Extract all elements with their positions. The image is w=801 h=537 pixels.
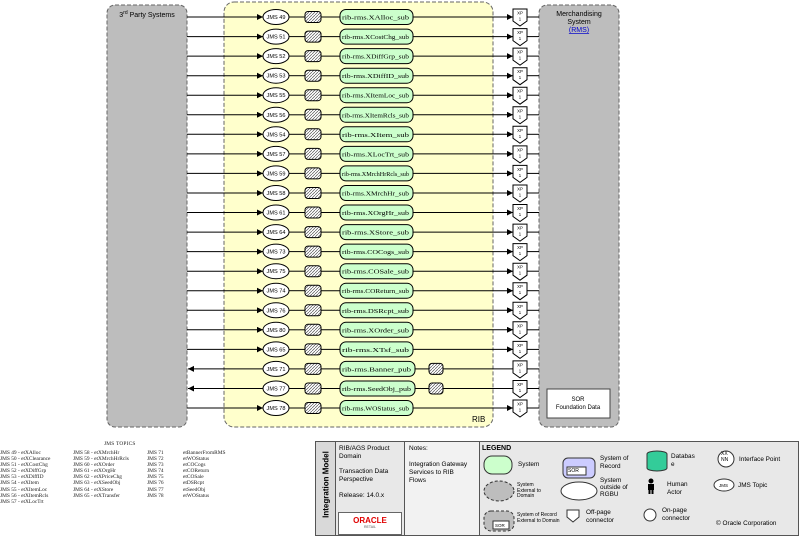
adapter-icon bbox=[305, 246, 321, 257]
info-line-4: Perspective bbox=[339, 476, 373, 483]
rib-adapter-label: rib-rms.XMrchHr_sub bbox=[342, 190, 410, 198]
ip-label-top: XP bbox=[517, 264, 523, 270]
ip-label-bottom: 1 bbox=[518, 153, 522, 159]
jms-topic-entry: etWOStatus bbox=[183, 456, 210, 463]
rib-adapter-label: rib-rms.XMrchHrRcls_sub bbox=[342, 170, 410, 178]
jms-topic-label: JMS 54 bbox=[266, 132, 286, 139]
rib-adapter-label: rib-rms.COSale_sub bbox=[342, 268, 410, 276]
jms-topics-title: JMS TOPICS bbox=[104, 441, 136, 447]
legend-jms-small: JMS bbox=[719, 483, 728, 488]
jms-topic-entry: JMS 73 bbox=[147, 462, 164, 469]
legend-system-label: System bbox=[518, 461, 540, 468]
jms-topic-label: JMS 59 bbox=[266, 171, 286, 178]
legend-offpage-1: connector bbox=[586, 517, 615, 524]
adapter-icon bbox=[305, 285, 321, 296]
legend-onpage-1: connector bbox=[662, 515, 691, 522]
topics-col-4 bbox=[183, 450, 226, 499]
adapter-icon bbox=[305, 188, 321, 199]
jms-topic-label: JMS 51 bbox=[266, 34, 286, 41]
ip-label-top: XP bbox=[517, 147, 523, 153]
rms-panel bbox=[539, 5, 619, 427]
jms-topic-label: JMS 55 bbox=[266, 93, 286, 100]
legend-nn-label: NN bbox=[721, 457, 729, 463]
copyright: © Oracle Corporation bbox=[716, 520, 777, 527]
legend-xx-label: XX bbox=[721, 451, 728, 457]
sor-foundation-box bbox=[547, 389, 610, 418]
jms-topic-entry: etDSRcpt bbox=[183, 480, 204, 487]
jms-topic-entry: JMS 52 - etXDiffGrp bbox=[0, 468, 47, 475]
jms-topic-entry: etCOSale bbox=[183, 474, 204, 481]
rib-adapter-label: rib-rms.XTsf_sub bbox=[342, 346, 411, 354]
ip-label-bottom: 1 bbox=[518, 290, 522, 296]
legend-sor-label-0: System of bbox=[600, 455, 629, 462]
notes-title: Notes: bbox=[409, 445, 428, 452]
legend-outside-1: outside of bbox=[600, 484, 628, 491]
jms-topic-entry: JMS 50 - etXClearance bbox=[0, 456, 51, 463]
rib-adapter-label: rib-rms.COCogs_sub bbox=[342, 249, 410, 257]
jms-topic-label: JMS 57 bbox=[266, 151, 286, 158]
ip-label-top: XP bbox=[517, 186, 523, 192]
jms-topic-entry: JMS 71 bbox=[147, 450, 164, 456]
ip-label-top: XP bbox=[517, 225, 523, 231]
jms-topic-entry: JMS 54 - etXItem bbox=[0, 480, 39, 487]
jms-topic-label: JMS 80 bbox=[266, 327, 286, 334]
jms-topic-label: JMS 64 bbox=[266, 230, 286, 237]
jms-topic-entry: etWOStatus bbox=[183, 492, 210, 499]
ip-label-top: XP bbox=[517, 88, 523, 94]
jms-topic-entry: JMS 65 - etXTransfer bbox=[73, 492, 120, 499]
integration-model-title: Integration Model bbox=[321, 451, 331, 518]
topics-col-3 bbox=[147, 450, 164, 499]
legend-sor-label-1: Record bbox=[600, 463, 621, 470]
legend-ext-sor-tag: SOR bbox=[495, 523, 505, 528]
sor-line2: Foundation Data bbox=[555, 405, 601, 411]
legend-ext-sor-1: External to Domain bbox=[517, 517, 560, 524]
rib-adapter-label: rib-rms.XLocTrt_sub bbox=[342, 151, 410, 159]
ip-label-bottom: 1 bbox=[518, 133, 522, 139]
ip-label-bottom: 1 bbox=[518, 270, 522, 276]
adapter-icon bbox=[429, 363, 443, 374]
legend-external-system-symbol bbox=[484, 481, 514, 501]
adapter-icon bbox=[305, 70, 321, 81]
rib-adapter-label: rib-rms.XDiffGrp_sub bbox=[342, 53, 410, 61]
adapter-icon bbox=[305, 227, 321, 238]
legend-ext-1: External to bbox=[517, 487, 541, 494]
integration-model-side bbox=[316, 442, 336, 535]
info-line-1: Domain bbox=[339, 453, 362, 460]
ip-label-bottom: 1 bbox=[518, 329, 522, 335]
offpage-connector-icon bbox=[567, 510, 579, 522]
adapter-icon bbox=[305, 207, 321, 218]
legend-jms-topic-label: JMS Topic bbox=[738, 482, 768, 489]
legend-ext-0: System bbox=[517, 482, 534, 488]
rib-adapter-label: rib-rms.XDiffID_sub bbox=[342, 73, 410, 81]
legend-offpage-0: Off-page bbox=[586, 509, 611, 516]
ip-label-bottom: 1 bbox=[518, 407, 522, 413]
info-line-6: Release: 14.0.x bbox=[339, 492, 385, 499]
jms-topic-entry: JMS 55 - etXItemLoc bbox=[0, 486, 48, 493]
rib-adapter-label: rib-rms.XAlloc_sub bbox=[342, 14, 410, 22]
legend-outside-0: System bbox=[600, 477, 622, 484]
legend-block bbox=[315, 441, 799, 536]
ip-label-bottom: 1 bbox=[518, 251, 522, 257]
rms-title-line1: Merchandising bbox=[556, 11, 602, 18]
jms-topic-label: JMS 71 bbox=[266, 366, 286, 373]
ip-label-bottom: 1 bbox=[518, 16, 522, 22]
ip-label-bottom: 1 bbox=[518, 172, 522, 178]
ip-label-top: XP bbox=[517, 69, 523, 75]
legend-title: LEGEND bbox=[482, 445, 512, 452]
legend-human-0: Human bbox=[667, 481, 688, 488]
adapter-icon bbox=[305, 168, 321, 179]
jms-topic-entry: JMS 64 - etXStore bbox=[73, 486, 114, 493]
jms-topic-label: JMS 75 bbox=[266, 269, 286, 276]
rib-adapter-label: rib-rms.COReturn_sub bbox=[342, 288, 410, 296]
legend-ext-sor-0: System of Record bbox=[517, 512, 557, 518]
rib-adapter-label: rib-rms.XItemLoc_sub bbox=[342, 92, 410, 100]
jms-topic-entry: JMS 76 bbox=[147, 480, 164, 487]
notes-panel bbox=[405, 442, 480, 535]
ip-label-top: XP bbox=[517, 166, 523, 172]
rib-adapter-label: rib-rms.Banner_pub bbox=[342, 366, 412, 374]
jms-topic-entry: JMS 60 - etXOrder bbox=[73, 462, 115, 469]
rib-adapter-label: rib-rms.DSRcpt_sub bbox=[342, 307, 410, 315]
ip-label-top: XP bbox=[517, 342, 523, 348]
ip-label-bottom: 1 bbox=[518, 309, 522, 315]
adapter-icon bbox=[305, 31, 321, 42]
rib-adapter-label: rib-rms.XItem_sub bbox=[342, 131, 410, 139]
ip-label-top: XP bbox=[517, 401, 523, 407]
adapter-icon bbox=[305, 324, 321, 335]
adapter-icon bbox=[305, 148, 321, 159]
ip-label-top: XP bbox=[517, 108, 523, 114]
legend-interface-label: Interface Point bbox=[739, 456, 781, 463]
onpage-connector-icon bbox=[644, 509, 656, 521]
jms-topic-entry: JMS 62 - etXPriceChg bbox=[73, 474, 122, 481]
rib-adapter-label: rib-rms.WOStatus_sub bbox=[342, 405, 410, 413]
adapter-icon bbox=[305, 305, 321, 316]
ip-label-top: XP bbox=[517, 323, 523, 329]
adapter-icon bbox=[305, 266, 321, 277]
ip-label-bottom: 1 bbox=[518, 231, 522, 237]
legend-panel bbox=[480, 442, 798, 535]
ip-label-top: XP bbox=[517, 303, 523, 309]
adapter-icon bbox=[305, 403, 321, 414]
ip-label-bottom: 1 bbox=[518, 348, 522, 354]
ip-label-top: XP bbox=[517, 49, 523, 55]
legend-sor-tag-label: SOR bbox=[568, 468, 579, 474]
legend-outside-rgbu-symbol bbox=[561, 482, 597, 500]
ip-label-top: XP bbox=[517, 10, 523, 16]
rib-adapter-label: rib-rms.SeedObj_pub bbox=[342, 386, 412, 393]
jms-topic-entry: JMS 77 bbox=[147, 486, 164, 493]
ip-label-bottom: 1 bbox=[518, 114, 522, 120]
jms-topic-label: JMS 56 bbox=[266, 112, 286, 119]
adapter-icon bbox=[305, 129, 321, 140]
jms-topic-label: JMS 58 bbox=[266, 191, 286, 197]
jms-topic-entry: JMS 57 - etXLocTrt bbox=[0, 498, 44, 505]
ip-label-bottom: 1 bbox=[518, 368, 522, 374]
legend-outside-2: RGBU bbox=[600, 491, 619, 498]
rib-adapter-label: rib-rms.XStore_sub bbox=[342, 229, 410, 237]
adapter-icon bbox=[305, 51, 321, 62]
jms-topic-label: JMS 78 bbox=[266, 406, 286, 412]
legend-database-symbol bbox=[647, 454, 667, 471]
legend-db-label-0: Databas bbox=[671, 453, 695, 460]
jms-topic-entry: etCOCogs bbox=[183, 462, 206, 469]
ip-label-bottom: 1 bbox=[518, 94, 522, 100]
jms-topic-label: JMS 74 bbox=[266, 288, 286, 295]
jms-topic-label: JMS 76 bbox=[266, 308, 286, 315]
ip-label-top: XP bbox=[517, 30, 523, 36]
oracle-logo: ORACLE RETAIL bbox=[338, 512, 402, 535]
adapter-icon bbox=[429, 383, 443, 394]
adapter-icon bbox=[305, 90, 321, 101]
ip-label-top: XP bbox=[517, 284, 523, 290]
ip-label-bottom: 1 bbox=[518, 36, 522, 42]
jms-topic-entry: JMS 56 - etXItemRcls bbox=[0, 492, 49, 499]
jms-topic-label: JMS 61 bbox=[266, 210, 286, 217]
rib-label: RIB bbox=[472, 415, 486, 424]
ip-label-top: XP bbox=[517, 206, 523, 211]
topics-col-1 bbox=[0, 450, 50, 505]
jms-topic-entry: JMS 51 - etXCostChg bbox=[0, 462, 48, 469]
legend-human-1: Actor bbox=[667, 489, 682, 496]
ip-label-bottom: 1 bbox=[518, 388, 522, 393]
third-party-title: 3rd Party Systems bbox=[119, 10, 175, 19]
rms-title-line2: System bbox=[567, 19, 591, 26]
jms-topic-entry: JMS 59 - etXMrchHrRcls bbox=[73, 456, 129, 463]
adapter-icon bbox=[305, 363, 321, 374]
legend-system-symbol bbox=[484, 456, 512, 474]
rib-adapter-label: rib-rms.XOrgHr_sub bbox=[342, 210, 410, 217]
rib-adapter-label: rib-rms.XItemRcls_sub bbox=[342, 112, 410, 120]
jms-topic-label: JMS 73 bbox=[266, 249, 286, 256]
legend-ext-2: Domain bbox=[517, 493, 535, 499]
adapter-icon bbox=[305, 109, 321, 120]
third-party-panel bbox=[107, 5, 187, 427]
jms-topic-label: JMS 65 bbox=[266, 347, 286, 354]
jms-topic-entry: JMS 49 - etXAlloc bbox=[0, 450, 41, 456]
ip-label-bottom: 1 bbox=[518, 55, 522, 61]
jms-topic-entry: etSeedObj bbox=[183, 486, 206, 493]
jms-topic-entry: etCOReturn bbox=[183, 468, 210, 475]
ip-label-top: XP bbox=[517, 382, 523, 387]
ip-label-bottom: 1 bbox=[518, 75, 522, 81]
ip-label-top: XP bbox=[517, 127, 523, 133]
jms-topic-entry: JMS 74 bbox=[147, 468, 164, 475]
adapter-icon bbox=[305, 383, 321, 394]
jms-topic-entry: JMS 75 bbox=[147, 474, 164, 481]
notes-line-0: Integration Gateway bbox=[409, 461, 468, 468]
adapter-icon bbox=[305, 344, 321, 355]
legend-onpage-0: On-page bbox=[662, 507, 687, 514]
jms-topic-label: JMS 77 bbox=[266, 386, 286, 393]
adapter-icon bbox=[305, 12, 321, 23]
jms-topic-label: JMS 49 bbox=[266, 15, 286, 21]
ip-label-bottom: 1 bbox=[518, 212, 522, 217]
human-actor-icon bbox=[648, 479, 654, 495]
jms-topic-label: JMS 52 bbox=[266, 54, 286, 61]
jms-topic-entry: etBannerFromRMS bbox=[183, 450, 226, 456]
info-line-3: Transaction Data bbox=[339, 468, 389, 475]
topics-col-2 bbox=[73, 450, 129, 499]
legend-db-label-1: e bbox=[671, 461, 675, 468]
jms-topic-entry: JMS 53 - etXDiffID bbox=[0, 474, 44, 481]
rib-adapter-label: rib-rms.XCostChg_sub bbox=[342, 34, 410, 42]
rms-link[interactable]: (RMS) bbox=[568, 27, 590, 34]
jms-topic-entry: JMS 72 bbox=[147, 456, 164, 463]
jms-topic-entry: JMS 58 - etXMrchHr bbox=[73, 450, 120, 456]
info-line-0: RIB/AGS Product bbox=[339, 445, 390, 452]
product-info bbox=[336, 442, 405, 535]
notes-line-2: Flows bbox=[409, 477, 426, 484]
jms-topic-label: JMS 53 bbox=[266, 73, 286, 80]
rib-adapter-label: rib-rms.XOrder_sub bbox=[342, 327, 410, 335]
notes-line-1: Services to RIB bbox=[409, 469, 454, 476]
jms-topic-entry: JMS 63 - etXSeedObj bbox=[73, 480, 121, 487]
ip-label-top: XP bbox=[517, 245, 523, 251]
jms-topic-entry: JMS 61 - etXOrgHr bbox=[73, 468, 116, 475]
sor-line1: SOR bbox=[571, 397, 585, 403]
jms-topic-entry: JMS 78 bbox=[147, 492, 164, 499]
ip-label-top: XP bbox=[517, 362, 523, 368]
ip-label-bottom: 1 bbox=[518, 192, 522, 198]
